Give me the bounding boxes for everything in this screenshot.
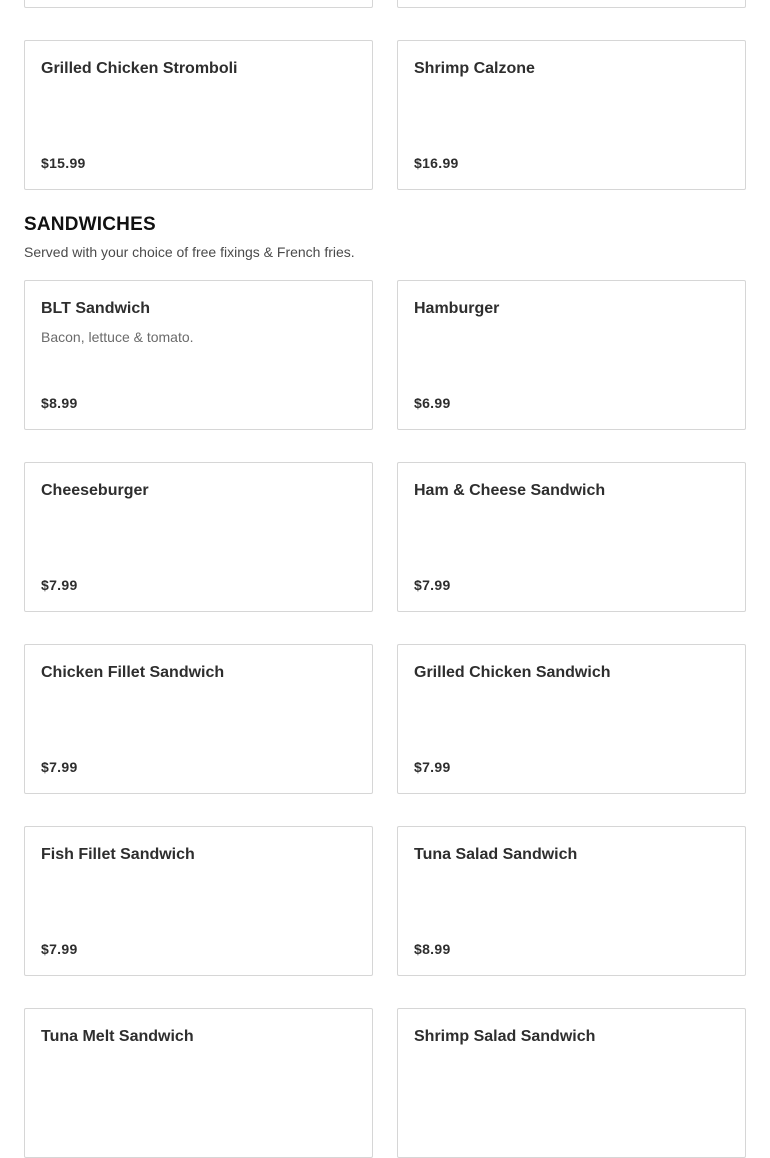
menu-item-name: Grilled Chicken Sandwich [414,664,611,681]
menu-item-card[interactable] [24,462,373,612]
menu-item-card[interactable] [24,40,373,190]
menu-item-price: $6.99 [414,395,451,411]
menu-item-name: Fish Fillet Sandwich [41,846,195,863]
menu-item-card[interactable] [24,280,373,430]
menu-item-card[interactable] [397,462,746,612]
menu-item-name: Shrimp Salad Sandwich [414,1028,596,1045]
menu-item-card[interactable] [397,644,746,794]
menu-item-card[interactable] [24,644,373,794]
menu-item-card-partial[interactable] [24,0,373,8]
menu-item-card[interactable] [24,1008,373,1158]
menu-item-name: Tuna Melt Sandwich [41,1028,194,1045]
menu-item-price: $7.99 [414,759,451,775]
section-title: SANDWICHES [24,214,156,235]
menu-item-name: Tuna Salad Sandwich [414,846,578,863]
menu-item-price: $7.99 [41,577,78,593]
menu-item-name: Grilled Chicken Stromboli [41,60,238,77]
menu-item-name: Shrimp Calzone [414,60,535,77]
menu-item-name: BLT Sandwich [41,300,151,317]
menu-item-name: Ham & Cheese Sandwich [414,482,606,499]
menu-item-card[interactable] [397,280,746,430]
menu-item-price: $7.99 [41,759,78,775]
menu-item-card[interactable] [397,1008,746,1158]
menu-item-price: $16.99 [414,155,459,171]
menu-item-name: Hamburger [414,300,500,317]
menu-item-price: $7.99 [414,577,451,593]
menu-item-name: Cheeseburger [41,482,149,499]
menu-item-price: $8.99 [41,395,78,411]
menu-item-description: Bacon, lettuce & tomato. [41,329,194,345]
menu-item-card[interactable] [24,826,373,976]
section-description: Served with your choice of free fixings & French fries. [24,244,355,260]
menu-item-name: Chicken Fillet Sandwich [41,664,225,681]
menu-item-price: $7.99 [41,941,78,957]
menu-item-card-partial[interactable] [397,0,746,8]
menu-item-price: $15.99 [41,155,86,171]
menu-item-card[interactable] [397,826,746,976]
menu-item-price: $8.99 [414,941,451,957]
menu-item-card[interactable] [397,40,746,190]
